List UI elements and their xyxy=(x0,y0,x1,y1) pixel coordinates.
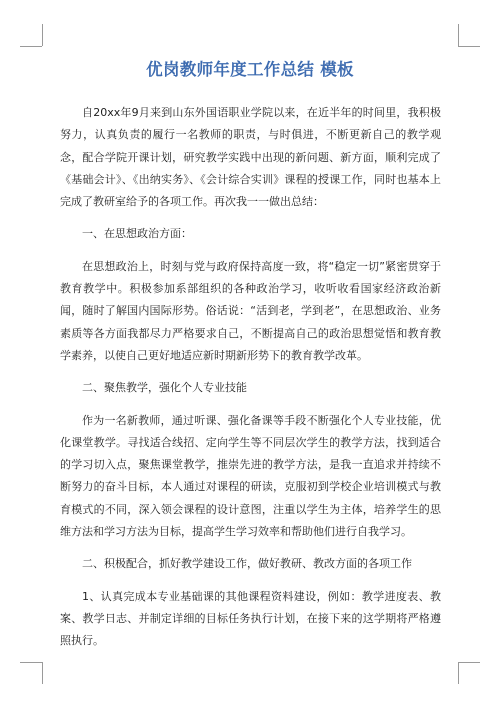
crop-mark xyxy=(42,662,43,684)
politics-paragraph: 在思想政治上，时刻与党与政府保持高度一致，将“稳定一切”紧密贯穿于教育教学中。积极参加系部组织的各种政治学习，收听收看国家经济政治新闻，随时了解国内国际形势。俗话说：“活到老，学到老”，在思想政治、业务素质等各方面我都尽力严格要求自己，不断提高自己的政治思想觉悟和教育教学素养，以使自己更好地适应新时期新形势下的教育教学改革。 xyxy=(60,259,441,362)
teaching-paragraph: 作为一名新教师，通过听课、强化备课等手段不断强化个人专业技能，优化课堂教学。寻找适合线招、定向学生等不同层次学生的教学方法，找到适合的学习切入点，聚焦课堂教学，推崇先进的教学方法，是我一直追求并持续不断努力的奋斗目标，本人通过对课程的研读，克服初到学校企业培训模式与教育模式的不同，深入领会课程的设计意图，注重以学生为主体，培养学生的思维方法和学习方法为目标，提高学生学习效率和帮助他们进行自我学习。 xyxy=(60,413,441,539)
crop-mark xyxy=(458,662,480,663)
document-body xyxy=(60,102,441,653)
section-heading-teaching: 二、聚焦教学，强化个人专业技能 xyxy=(82,381,247,395)
crop-mark xyxy=(20,662,42,663)
crop-mark xyxy=(20,46,42,47)
section-heading-cooperation: 二、积极配合，抓好教学建设工作，做好教研、教改方面的各项工作 xyxy=(82,557,412,571)
intro-paragraph: 自20xx年9月来到山东外国语职业学院以来，在近半年的时间里，我积极努力，认真负责的履行一名教师的职责，与时俱进，不断更新自己的教学观念，配合学院开课计划，研究教学实践中出现的新问题、新方面，顺利完成了《基础会计》、《出纳实务》、《会计综合实训》课程的授课工作，同时也基本上完成了教研室给予的各项工作。再次我一一做出总结： xyxy=(60,106,441,209)
crop-mark xyxy=(458,662,459,684)
crop-mark xyxy=(42,24,43,46)
cooperation-paragraph: 1、认真完成本专业基础课的其他课程资料建设，例如：教学进度表、教案、教学日志、并制定详细的目标任务执行计划，在接下来的这学期将严格遵照执行。 xyxy=(60,589,441,648)
crop-mark xyxy=(458,46,480,47)
section-heading-politics: 一、在思想政治方面： xyxy=(82,227,192,241)
document-title: 优岗教师年度工作总结 模板 xyxy=(146,60,354,79)
crop-mark xyxy=(458,24,459,46)
